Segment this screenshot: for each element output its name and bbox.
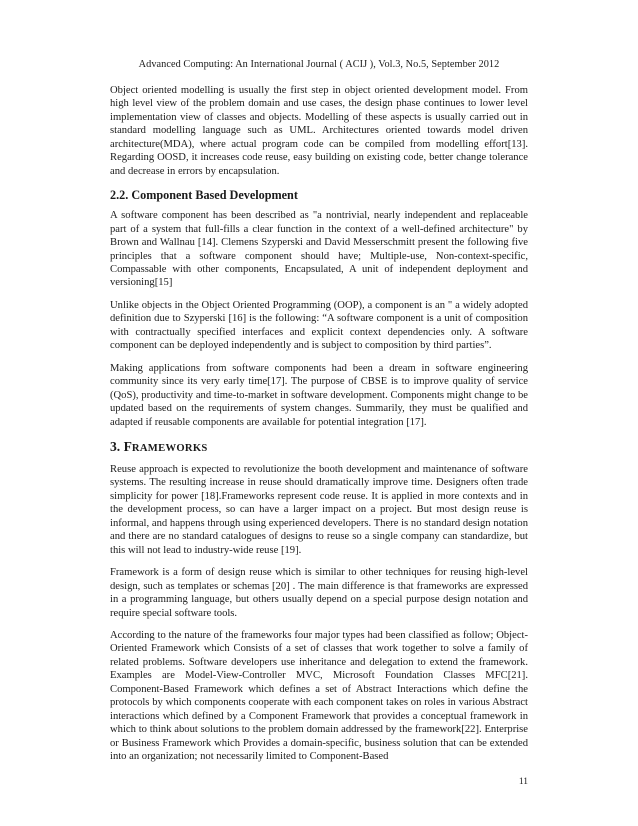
- intro-paragraph: Object oriented modelling is usually the first step in object oriented development model. From high level view of the problem domain and use cases, the design phase continues to lower level implementation view of classes and objects. Modelling of these aspects is usually carried out in standard modelling language such as UML. Architectures oriented towards model driven architecture(MDA), where actual program code can be compiled from modelling effort[13]. Regarding OOSD, it increases code reuse, easy building on existing code, better change tolerance and decrease in errors by encapsulation.: [110, 85, 528, 177]
- page-number: 11: [518, 777, 528, 787]
- paragraph: Reuse approach is expected to revolutionize the booth development and maintenance of software systems. The resulting increase in reuse should dramatically improve time. Designers often trade simplicity for power [18].Frameworks represent code reuse. It is applied in more contexts and in the development process, so can have a larger impact on a project. But most design reuse is informal, and happens through using experienced developers. There is no standard design notation and there are no standard catalogues of designs to reuse so a single company can standardize, but this will not lead to industry-wide reuse [19].: [110, 463, 528, 556]
- paragraph: A software component has been described as "a nontrivial, nearly independent and replaceable part of a system that full-fills a clear function in the context of a well-defined architecture" by Brown and Wallnau [14]. Clemens Szyperski and David Messerschmitt present the following five principles that a software component should have; Multiple-use, Non-context-specific, Compassable with other components, Encapsulated, A unit of independent deployment and versioning[15]: [110, 210, 528, 289]
- paragraph: Making applications from software components had been a dream in software engineering community since its very early time[17]. The purpose of CBSE is to improve quality of service (QoS), productivity and time-to-market in software development. Components might change to be updated based on the requirements of system changes. Summarily, they must be qualified and adapted if reusable components are available for potential integration [17].: [110, 362, 528, 428]
- section-heading-3-number: 3. F: [110, 438, 132, 454]
- body-text: [110, 84, 528, 763]
- running-header: Advanced Computing: An International Journal ( ACIJ ), Vol.3, No.5, September 2012: [138, 59, 500, 70]
- section-heading-2-2: 2.2. Component Based Development: [110, 188, 298, 203]
- paragraph: Unlike objects in the Object Oriented Programming (OOP), a component is an " a widely adopted definition due to Szyperski [16] is the following: “A software component is a unit of composition with contractually specified interfaces and explicit context dependencies only. A software component can be deployed independently and is subject to composition by third parties”.: [110, 299, 528, 352]
- section-heading-3: [110, 439, 528, 457]
- section-heading-3-smallcaps: RAMEWORKS: [131, 442, 208, 454]
- paragraph: Framework is a form of design reuse which is similar to other techniques for reusing high-level design, such as templates or schemas [20] . The main difference is that frameworks are expressed in a programming language, but others usually depend on a special purpose design notation and require special software tools.: [110, 567, 528, 619]
- paragraph: According to the nature of the frameworks four major types had been classified as follow; Object-Oriented Framework which Consists of a set of classes that work together to solve a family of related problems. Software developers use inheritance and delegation to extend the framework. Examples are Model-View-Controller MVC, Microsoft Foundation Classes MFC[21]. Component-Based Framework which defines a set of Abstract Interactions which define the protocols by which components cooperate with each component takes on roles in various Abstract interactions which defined by a Component Framework that provides a conceptual framework in which to think about solutions to the problem domain addressed by the framework[22]. Enterprise or Business Framework which Provides a domain-specific, business solution that can be extended into an organization; not necessarily limited to Component-Based: [110, 629, 528, 763]
